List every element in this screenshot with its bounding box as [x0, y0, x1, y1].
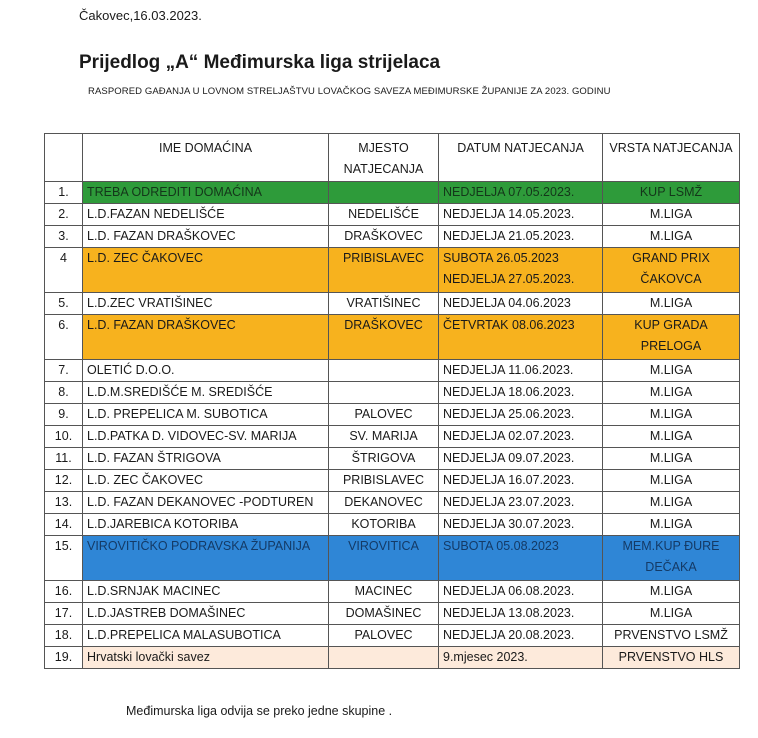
- row-host: L.D.JAREBICA KOTORIBA: [83, 514, 329, 536]
- row-date-line: NEDJELJA 07.05.2023.: [443, 185, 575, 199]
- col-header-host: IME DOMAĆINA: [83, 134, 329, 182]
- row-host: OLETIĆ D.O.O.: [83, 360, 329, 382]
- row-type: KUP GRADA PRELOGA: [603, 315, 740, 360]
- row-date: [439, 226, 603, 248]
- col-header-place: MJESTO NATJECANJA: [329, 134, 439, 182]
- row-date-line: NEDJELJA 02.07.2023.: [443, 429, 575, 443]
- row-date: [439, 204, 603, 226]
- document-date: Čakovec,16.03.2023.: [79, 8, 202, 23]
- row-type: M.LIGA: [603, 492, 740, 514]
- row-date: [439, 248, 603, 293]
- row-date: [439, 404, 603, 426]
- table-row: [45, 647, 740, 669]
- row-host: VIROVITIČKO PODRAVSKA ŽUPANIJA: [83, 536, 329, 581]
- table-row: [45, 293, 740, 315]
- row-place: SV. MARIJA: [329, 426, 439, 448]
- row-place: VRATIŠINEC: [329, 293, 439, 315]
- row-host: Hrvatski lovački savez: [83, 647, 329, 669]
- row-date: [439, 625, 603, 647]
- row-date-line: 9.mjesec 2023.: [443, 650, 528, 664]
- row-date-line: NEDJELJA 14.05.2023.: [443, 207, 575, 221]
- col-header-type: VRSTA NATJECANJA: [603, 134, 740, 182]
- schedule-rows: [45, 182, 740, 669]
- table-row: [45, 226, 740, 248]
- row-number: 3.: [45, 226, 83, 248]
- row-type: MEM.KUP ĐURE DEČAKA: [603, 536, 740, 581]
- row-place: PALOVEC: [329, 404, 439, 426]
- row-host: L.D.ZEC VRATIŠINEC: [83, 293, 329, 315]
- table-row: [45, 204, 740, 226]
- row-date-line: NEDJELJA 23.07.2023.: [443, 495, 575, 509]
- row-host: L.D. FAZAN DEKANOVEC -PODTUREN: [83, 492, 329, 514]
- table-row: [45, 470, 740, 492]
- row-number: 16.: [45, 581, 83, 603]
- row-number: 18.: [45, 625, 83, 647]
- row-date-line: NEDJELJA 04.06.2023: [443, 296, 571, 310]
- row-type: M.LIGA: [603, 293, 740, 315]
- row-place: [329, 182, 439, 204]
- row-type: PRVENSTVO HLS: [603, 647, 740, 669]
- row-place: [329, 382, 439, 404]
- row-place: ŠTRIGOVA: [329, 448, 439, 470]
- row-date-line: NEDJELJA 18.06.2023.: [443, 385, 575, 399]
- row-number: 13.: [45, 492, 83, 514]
- row-date: [439, 182, 603, 204]
- table-row: [45, 360, 740, 382]
- row-date: [439, 514, 603, 536]
- row-date: [439, 360, 603, 382]
- row-host: L.D.M.SREDIŠĆE M. SREDIŠĆE: [83, 382, 329, 404]
- table-header-row: [45, 134, 740, 182]
- row-date-line: NEDJELJA 25.06.2023.: [443, 407, 575, 421]
- row-type: M.LIGA: [603, 426, 740, 448]
- row-type: M.LIGA: [603, 514, 740, 536]
- row-host: L.D. FAZAN ŠTRIGOVA: [83, 448, 329, 470]
- schedule-table: [44, 133, 740, 669]
- row-type: KUP LSMŽ: [603, 182, 740, 204]
- row-number: 6.: [45, 315, 83, 360]
- row-number: 11.: [45, 448, 83, 470]
- row-place: PRIBISLAVEC: [329, 248, 439, 293]
- row-date-line: NEDJELJA 20.08.2023.: [443, 628, 575, 642]
- row-number: 17.: [45, 603, 83, 625]
- table-row: [45, 182, 740, 204]
- table-row: [45, 603, 740, 625]
- row-place: PALOVEC: [329, 625, 439, 647]
- row-number: 10.: [45, 426, 83, 448]
- row-date: [439, 492, 603, 514]
- row-host: L.D. FAZAN DRAŠKOVEC: [83, 315, 329, 360]
- table-row: [45, 492, 740, 514]
- row-host: L.D. ZEC ČAKOVEC: [83, 470, 329, 492]
- row-date: [439, 603, 603, 625]
- row-place: KOTORIBA: [329, 514, 439, 536]
- document-title: Prijedlog „A“ Međimurska liga strijelaca: [79, 52, 441, 73]
- row-place: DRAŠKOVEC: [329, 226, 439, 248]
- row-number: 2.: [45, 204, 83, 226]
- row-host: L.D.PREPELICA MALASUBOTICA: [83, 625, 329, 647]
- row-type: M.LIGA: [603, 360, 740, 382]
- footer-note: Međimurska liga odvija se preko jedne skupine .: [126, 704, 393, 718]
- row-type: M.LIGA: [603, 448, 740, 470]
- row-host: L.D. FAZAN DRAŠKOVEC: [83, 226, 329, 248]
- row-date-line: NEDJELJA 30.07.2023.: [443, 517, 575, 531]
- row-number: 19.: [45, 647, 83, 669]
- row-place: VIROVITICA: [329, 536, 439, 581]
- row-number: 15.: [45, 536, 83, 581]
- row-type: M.LIGA: [603, 404, 740, 426]
- row-date-line: NEDJELJA 06.08.2023.: [443, 584, 575, 598]
- row-place: PRIBISLAVEC: [329, 470, 439, 492]
- row-host: L.D.FAZAN NEDELIŠĆE: [83, 204, 329, 226]
- row-place: [329, 647, 439, 669]
- row-date-line: NEDJELJA 11.06.2023.: [443, 363, 574, 377]
- table-row: [45, 426, 740, 448]
- row-place: DEKANOVEC: [329, 492, 439, 514]
- table-row: [45, 514, 740, 536]
- row-number: 9.: [45, 404, 83, 426]
- row-host: L.D.JASTREB DOMAŠINEC: [83, 603, 329, 625]
- table-row: [45, 248, 740, 293]
- row-date-line: NEDJELJA 27.05.2023.: [443, 272, 575, 286]
- row-type: M.LIGA: [603, 226, 740, 248]
- row-date: [439, 382, 603, 404]
- document-subtitle: RASPORED GAĐANJA U LOVNOM STRELJAŠTVU LOVAČKOG SAVEZA MEĐIMURSKE ŽUPANIJE ZA 2023. GODINU: [88, 86, 611, 97]
- row-date: [439, 293, 603, 315]
- row-type: M.LIGA: [603, 382, 740, 404]
- row-host: L.D. ZEC ČAKOVEC: [83, 248, 329, 293]
- row-date: [439, 448, 603, 470]
- row-date-line: ČETVRTAK 08.06.2023: [443, 318, 575, 332]
- row-place: [329, 360, 439, 382]
- row-number: 1.: [45, 182, 83, 204]
- row-type: M.LIGA: [603, 581, 740, 603]
- row-host: TREBA ODREDITI DOMAĆINA: [83, 182, 329, 204]
- row-type: M.LIGA: [603, 204, 740, 226]
- row-date: [439, 581, 603, 603]
- row-host: L.D.SRNJAK MACINEC: [83, 581, 329, 603]
- row-place: MACINEC: [329, 581, 439, 603]
- col-header-number: [45, 134, 83, 182]
- table-row: [45, 404, 740, 426]
- table-row: [45, 625, 740, 647]
- table-row: [45, 315, 740, 360]
- table-row: [45, 581, 740, 603]
- row-number: 8.: [45, 382, 83, 404]
- col-header-date: DATUM NATJECANJA: [439, 134, 603, 182]
- row-date: [439, 470, 603, 492]
- row-place: NEDELIŠĆE: [329, 204, 439, 226]
- row-date-line: SUBOTA 26.05.2023: [443, 251, 559, 265]
- row-date: [439, 315, 603, 360]
- table-row: [45, 382, 740, 404]
- row-number: 14.: [45, 514, 83, 536]
- row-date-line: NEDJELJA 16.07.2023.: [443, 473, 575, 487]
- row-number: 12.: [45, 470, 83, 492]
- row-host: L.D. PREPELICA M. SUBOTICA: [83, 404, 329, 426]
- row-date: [439, 536, 603, 581]
- row-type: M.LIGA: [603, 470, 740, 492]
- row-type: PRVENSTVO LSMŽ: [603, 625, 740, 647]
- row-type: M.LIGA: [603, 603, 740, 625]
- table-row: [45, 448, 740, 470]
- row-date: [439, 426, 603, 448]
- row-place: DOMAŠINEC: [329, 603, 439, 625]
- row-type: GRAND PRIX ČAKOVCA: [603, 248, 740, 293]
- row-date-line: NEDJELJA 13.08.2023.: [443, 606, 575, 620]
- row-date-line: NEDJELJA 09.07.2023.: [443, 451, 575, 465]
- row-number: 4: [45, 248, 83, 293]
- row-number: 5.: [45, 293, 83, 315]
- row-host: L.D.PATKA D. VIDOVEC-SV. MARIJA: [83, 426, 329, 448]
- row-date: [439, 647, 603, 669]
- row-place: DRAŠKOVEC: [329, 315, 439, 360]
- row-date-line: SUBOTA 05.08.2023: [443, 539, 559, 553]
- table-row: [45, 536, 740, 581]
- row-number: 7.: [45, 360, 83, 382]
- row-date-line: NEDJELJA 21.05.2023.: [443, 229, 575, 243]
